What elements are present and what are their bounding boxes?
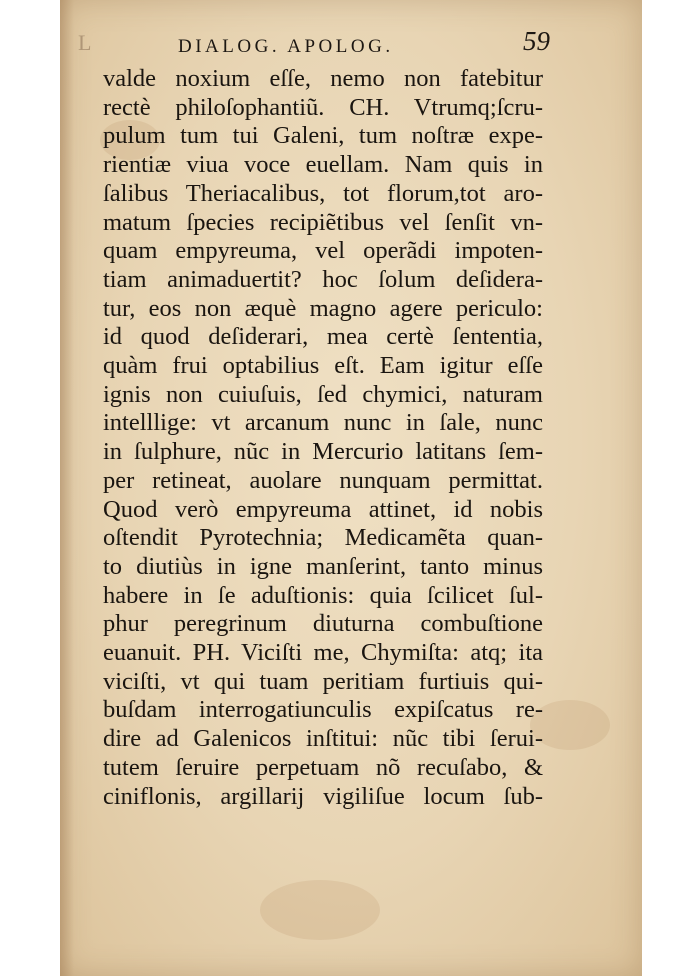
text-line: tutem ſeruire perpetuam nõ recuſabo, & <box>103 753 543 781</box>
text-line: habere in ſe aduſtionis: quia ſcilicet ſul- <box>103 581 543 609</box>
text-line: matum ſpecies recipiẽtibus vel ſenſit vn- <box>103 208 543 236</box>
text-line: per retineat, auolare nunquam permittat. <box>103 466 543 494</box>
text-line: intelllige: vt arcanum nunc in ſale, nunc <box>103 409 543 437</box>
text-line: rectè philoſophantiũ. CH. Vtrumq;ſcru- <box>103 93 543 121</box>
text-line: quam empyreuma, vel operãdi impoten- <box>103 237 543 265</box>
text-line: pulum tum tui Galeni, tum noſtræ expe- <box>103 122 543 150</box>
text-line: ciniflonis, argillarij vigiliſue locum ſub- <box>103 782 543 810</box>
text-line: tiam animaduertit? hoc ſolum deſidera- <box>103 265 543 293</box>
text-line: ignis non cuiuſuis, ſed chymici, naturam <box>103 380 543 408</box>
text-line: tur, eos non æquè magno agere periculo: <box>103 294 543 322</box>
text-line: ſalibus Theriacalibus, tot florum,tot aro- <box>103 179 543 207</box>
page-number: 59 <box>523 26 550 56</box>
text-line: quàm frui optabilius eſt. Eam igitur eſſe <box>103 352 543 380</box>
text-line: valde noxium eſſe, nemo non fatebitur <box>103 65 543 92</box>
foxing-stain <box>260 880 380 940</box>
body-text <box>103 65 543 811</box>
text-line: euanuit. PH. Viciſti me, Chymiſta: atq; ita <box>103 639 543 667</box>
text-line: Quod verò empyreuma attinet, id nobis <box>103 495 543 523</box>
page-header <box>120 26 560 60</box>
text-line: oſtendit Pyrotechnia; Medicamẽta quan- <box>103 524 543 552</box>
running-head: DIALOG. APOLOG. <box>178 36 394 57</box>
text-line: phur peregrinum diuturna combuſtione <box>103 610 543 638</box>
text-line: dire ad Galenicos inſtitui: nũc tibi ſerui- <box>103 725 543 753</box>
text-line: in ſulphure, nũc in Mercurio latitans ſem- <box>103 438 543 466</box>
text-line: viciſti, vt qui tuam peritiam furtiuis qui- <box>103 667 543 695</box>
text-line: buſdam interrogatiunculis expiſcatus re- <box>103 696 543 724</box>
text-line: to diutiùs in igne manſerint, tanto minus <box>103 552 543 580</box>
page-gutter-shadow <box>60 0 74 976</box>
text-line: id quod deſiderari, mea certè ſententia, <box>103 323 543 351</box>
text-line: rientiæ viua voce euellam. Nam quis in <box>103 151 543 179</box>
margin-mark: L <box>78 30 92 55</box>
